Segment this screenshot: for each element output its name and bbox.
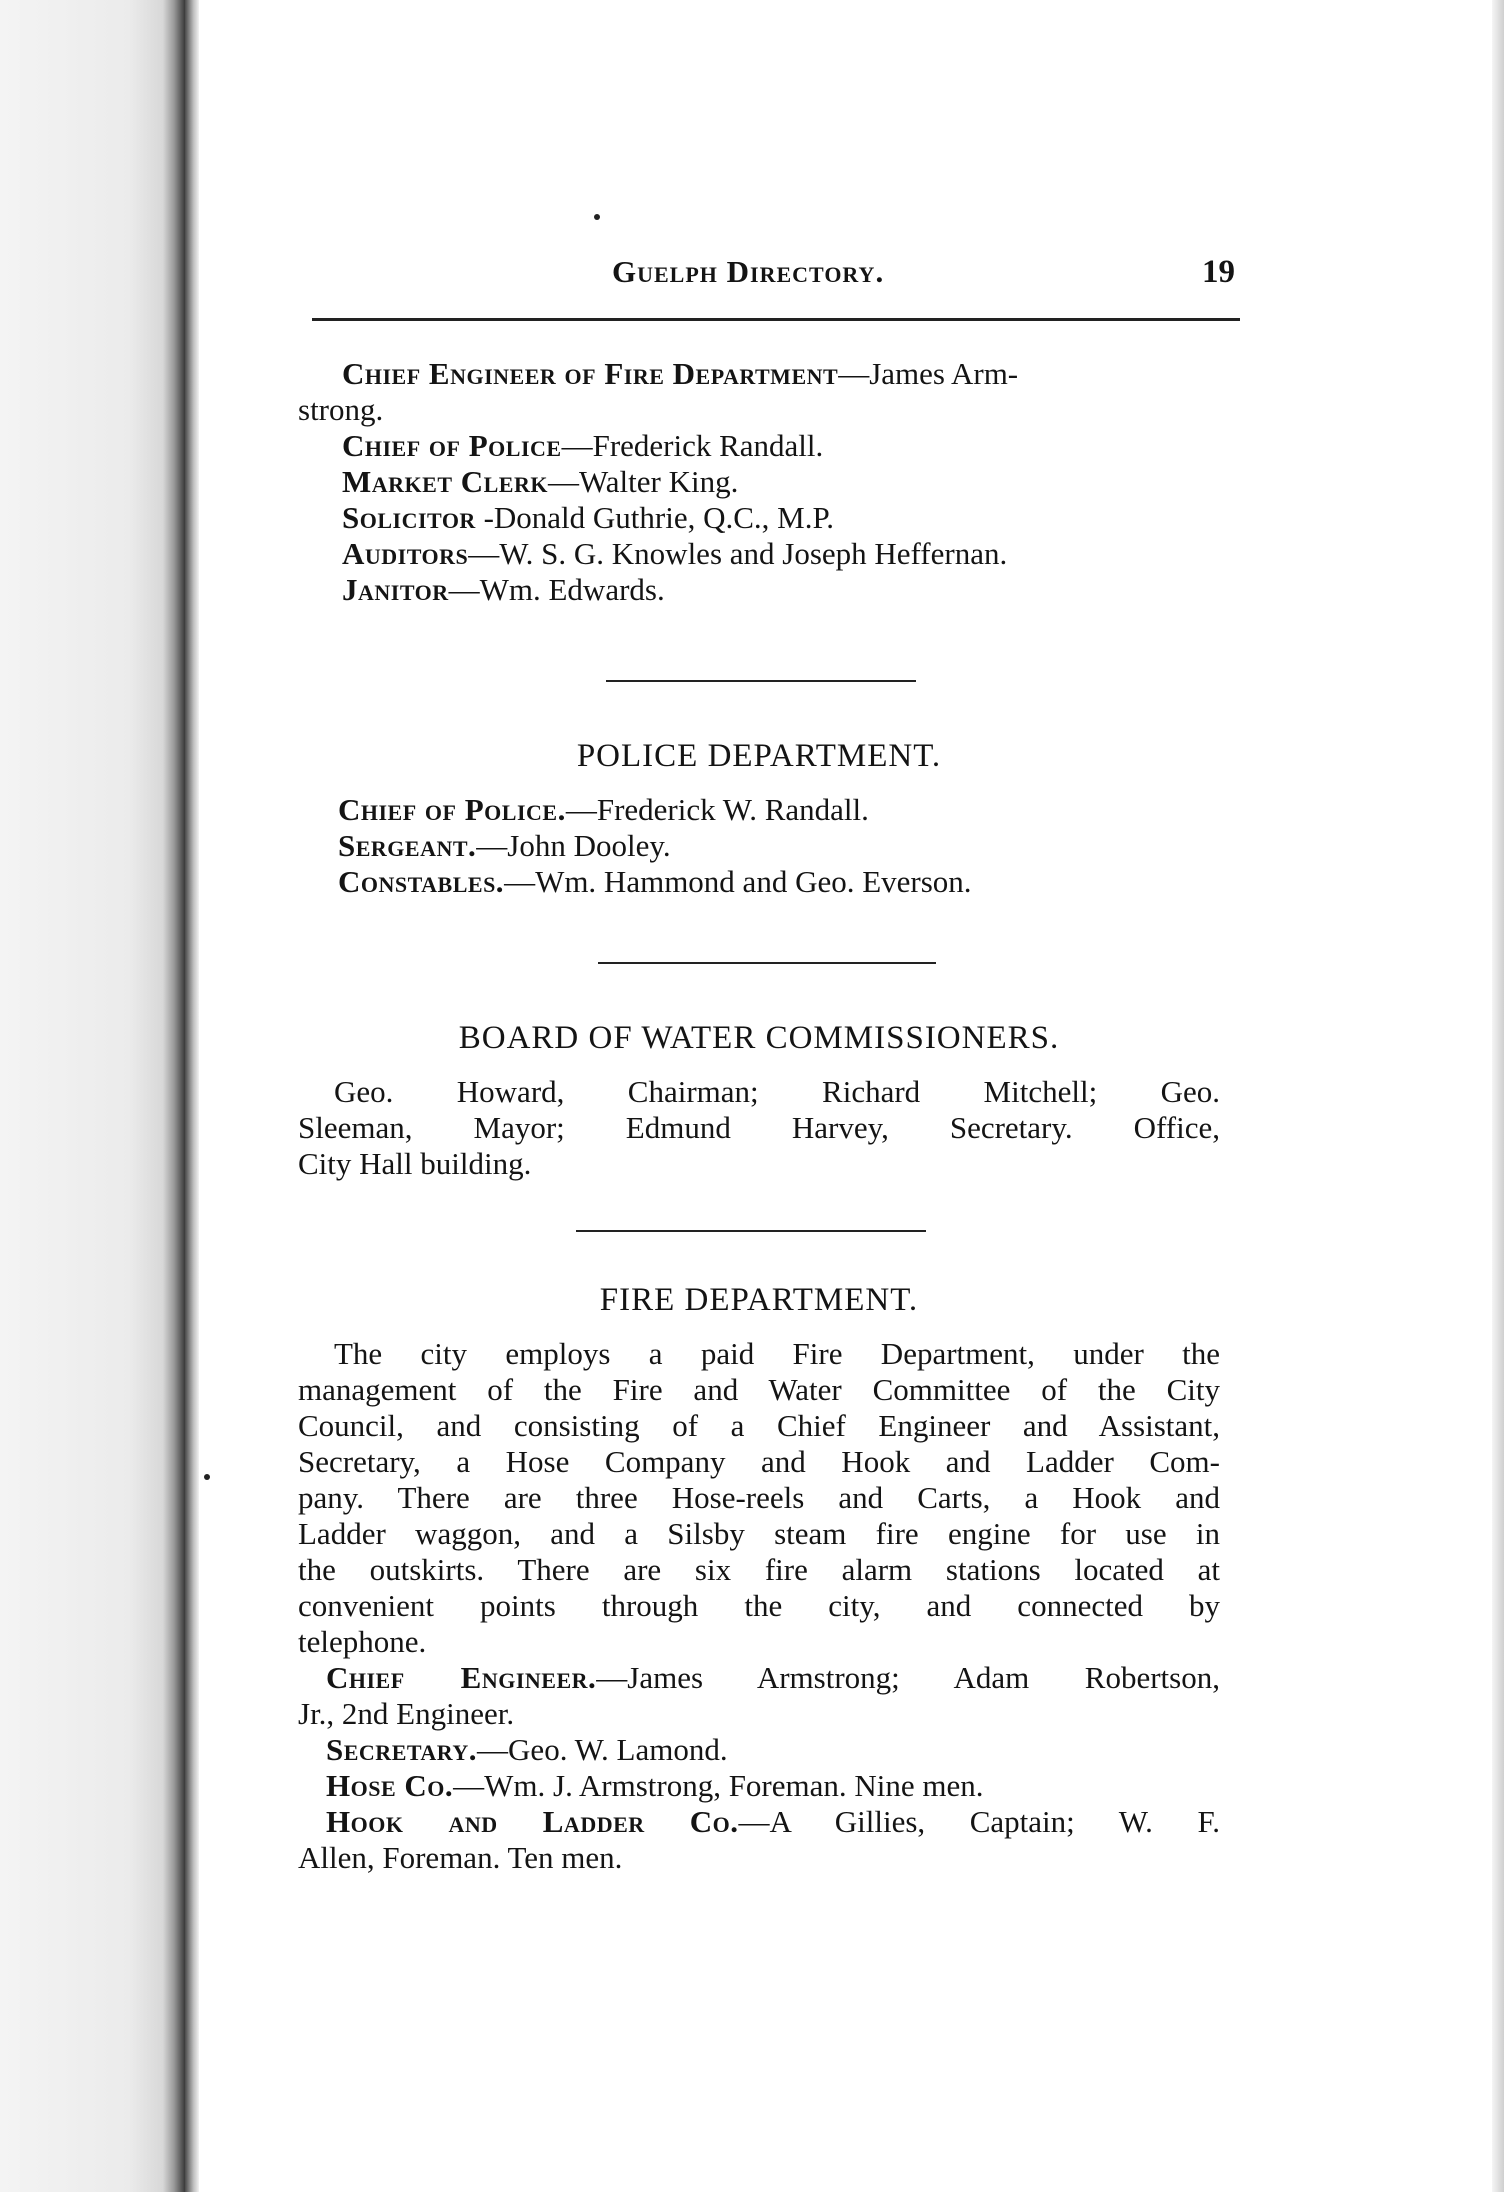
water-paragraph <box>298 1074 1220 1182</box>
header-rule <box>312 318 1240 321</box>
official-entry: Chief of Police—Frederick Randall. <box>342 428 824 463</box>
police-entry: Chief of Police.—Frederick W. Randall. <box>338 792 869 827</box>
fire-secretary-entry: Secretary.—Geo. W. Lamond. <box>326 1732 728 1767</box>
fire-hose-entry: Hose Co.—Wm. J. Armstrong, Foreman. Nine men. <box>326 1768 984 1803</box>
police-entry: Sergeant.—John Dooley. <box>338 828 671 863</box>
section-divider <box>598 962 936 964</box>
page-right-edge <box>1492 0 1504 2192</box>
book-gutter <box>0 0 185 2192</box>
fire-line: telephone. <box>298 1624 427 1659</box>
official-entry: Solicitor -Donald Guthrie, Q.C., M.P. <box>342 500 835 535</box>
fire-ladder-continuation: Allen, Foreman. Ten men. <box>298 1840 623 1875</box>
running-title: Guelph Directory. <box>612 254 885 289</box>
official-entry: Auditors—W. S. G. Knowles and Joseph Heffernan. <box>342 536 1008 571</box>
water-line: Sleeman, Mayor; Edmund Harvey, Secretary. Office, <box>298 1110 1220 1145</box>
police-heading: POLICE DEPARTMENT. <box>576 738 942 774</box>
fire-ladder-entry: Hook and Ladder Co.—A Gillies, Captain; W. F. <box>326 1804 1221 1839</box>
fire-heading: FIRE DEPARTMENT. <box>599 1282 919 1318</box>
fire-chief-continuation: Jr., 2nd Engineer. <box>298 1696 515 1731</box>
police-entry: Constables.—Wm. Hammond and Geo. Everson. <box>338 864 972 899</box>
fire-line: convenient points through the city, and connected by <box>298 1588 1220 1623</box>
page-binding-shadow <box>185 0 199 2192</box>
official-entry-continuation: strong. <box>298 392 384 427</box>
page-number: 19 <box>1202 254 1235 290</box>
official-entry: Chief Engineer of Fire Department—James Arm- <box>342 356 1019 391</box>
water-heading: BOARD OF WATER COMMISSIONERS. <box>458 1020 1060 1056</box>
fire-paragraph <box>298 1336 1220 1876</box>
fire-line: Council, and consisting of a Chief Engineer and Assistant, <box>298 1408 1220 1443</box>
police-entries <box>298 792 1220 900</box>
section-divider <box>606 680 916 682</box>
water-line: Geo. Howard, Chairman; Richard Mitchell; Geo. <box>334 1074 1220 1109</box>
print-speck <box>204 1474 210 1480</box>
officials-list <box>298 356 1220 608</box>
water-line: City Hall building. <box>298 1146 532 1181</box>
official-entry: Janitor—Wm. Edwards. <box>342 572 665 607</box>
fire-line: The city employs a paid Fire Department, under the <box>334 1336 1220 1371</box>
fire-chief-entry: Chief Engineer.—James Armstrong; Adam Robertson, <box>326 1660 1220 1695</box>
fire-line: management of the Fire and Water Committee of the City <box>298 1372 1220 1407</box>
fire-line: Secretary, a Hose Company and Hook and Ladder Com- <box>298 1444 1220 1479</box>
official-entry: Market Clerk—Walter King. <box>342 464 739 499</box>
print-speck <box>594 214 600 220</box>
fire-line: the outskirts. There are six fire alarm stations located at <box>298 1552 1220 1587</box>
section-divider <box>576 1230 926 1232</box>
fire-line: Ladder waggon, and a Silsby steam fire engine for use in <box>298 1516 1220 1551</box>
fire-line: pany. There are three Hose-reels and Carts, a Hook and <box>298 1480 1220 1515</box>
